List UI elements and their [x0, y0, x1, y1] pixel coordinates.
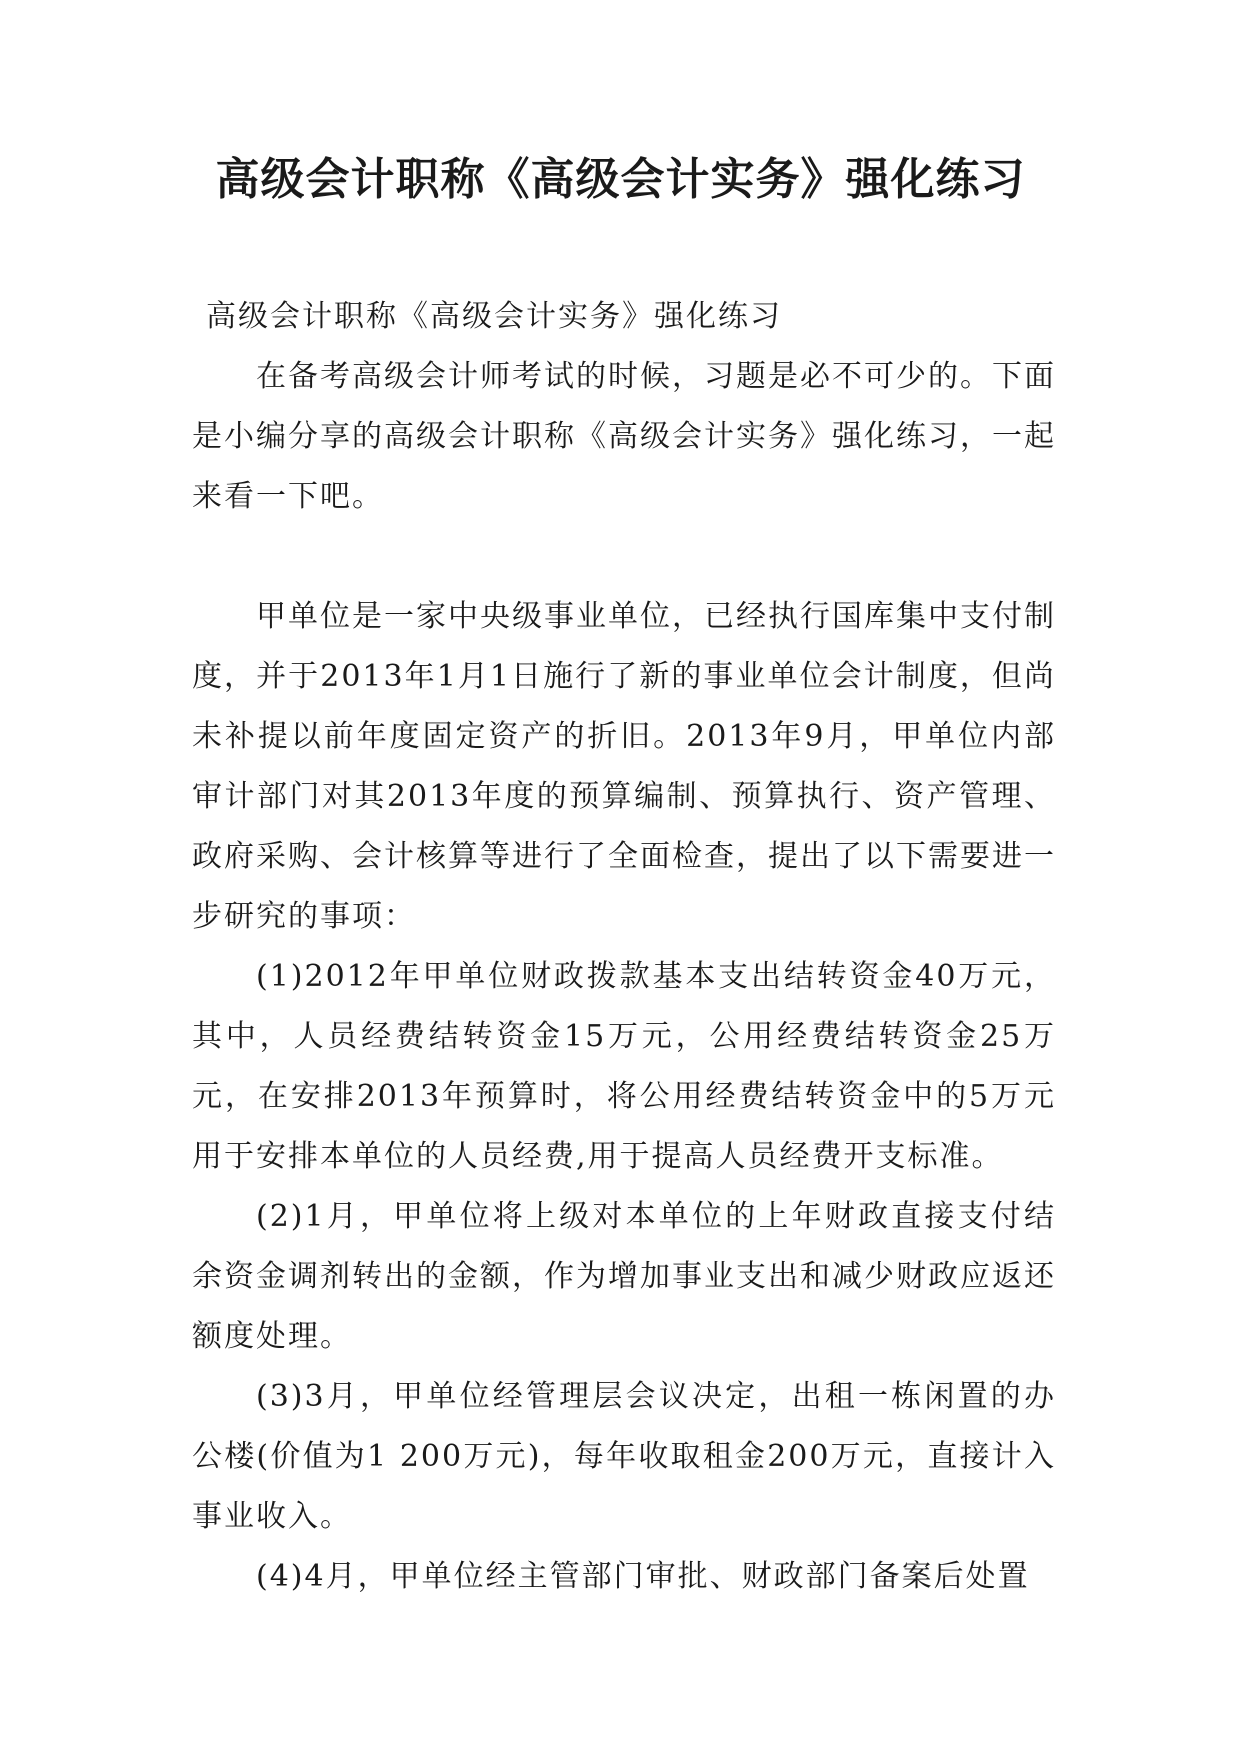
- item-paragraph-2: (2)1月，甲单位将上级对本单位的上年财政直接支付结余资金调剂转出的金额，作为增加事业支出和减少财政应返还额度处理。: [192, 1199, 1056, 1354]
- paragraph-spacer: [192, 527, 1056, 587]
- item-paragraph-1: (1)2012年甲单位财政拨款基本支出结转资金40万元，其中，人员经费结转资金15万元，公用经费结转资金25万元，在安排2013年预算时，将公用经费结转资金中的5万元用于安排本单位的人员经费,用于提高人员经费开支标准。: [192, 959, 1056, 1174]
- case-paragraph: 甲单位是一家中央级事业单位，已经执行国库集中支付制度，并于2013年1月1日施行了新的事业单位会计制度，但尚未补提以前年度固定资产的折旧。2013年9月，甲单位内部审计部门对其2013年度的预算编制、预算执行、资产管理、政府采购、会计核算等进行了全面检查，提出了以下需要进一步研究的事项：: [192, 599, 1056, 934]
- document-body: [192, 287, 1056, 1607]
- document-title: 高级会计职称《高级会计实务》强化练习: [215, 154, 1026, 205]
- item-paragraph-3: (3)3月，甲单位经管理层会议决定，出租一栋闲置的办公楼(价值为1 200万元)，每年收取租金200万元，直接计入事业收入。: [192, 1379, 1056, 1534]
- document-subtitle: 高级会计职称《高级会计实务》强化练习: [206, 299, 782, 334]
- item-paragraph-4: (4)4月，甲单位经主管部门审批、财政部门备案后处置: [256, 1559, 1030, 1594]
- intro-paragraph: 在备考高级会计师考试的时候，习题是必不可少的。下面是小编分享的高级会计职称《高级会计实务》强化练习，一起来看一下吧。: [192, 359, 1056, 514]
